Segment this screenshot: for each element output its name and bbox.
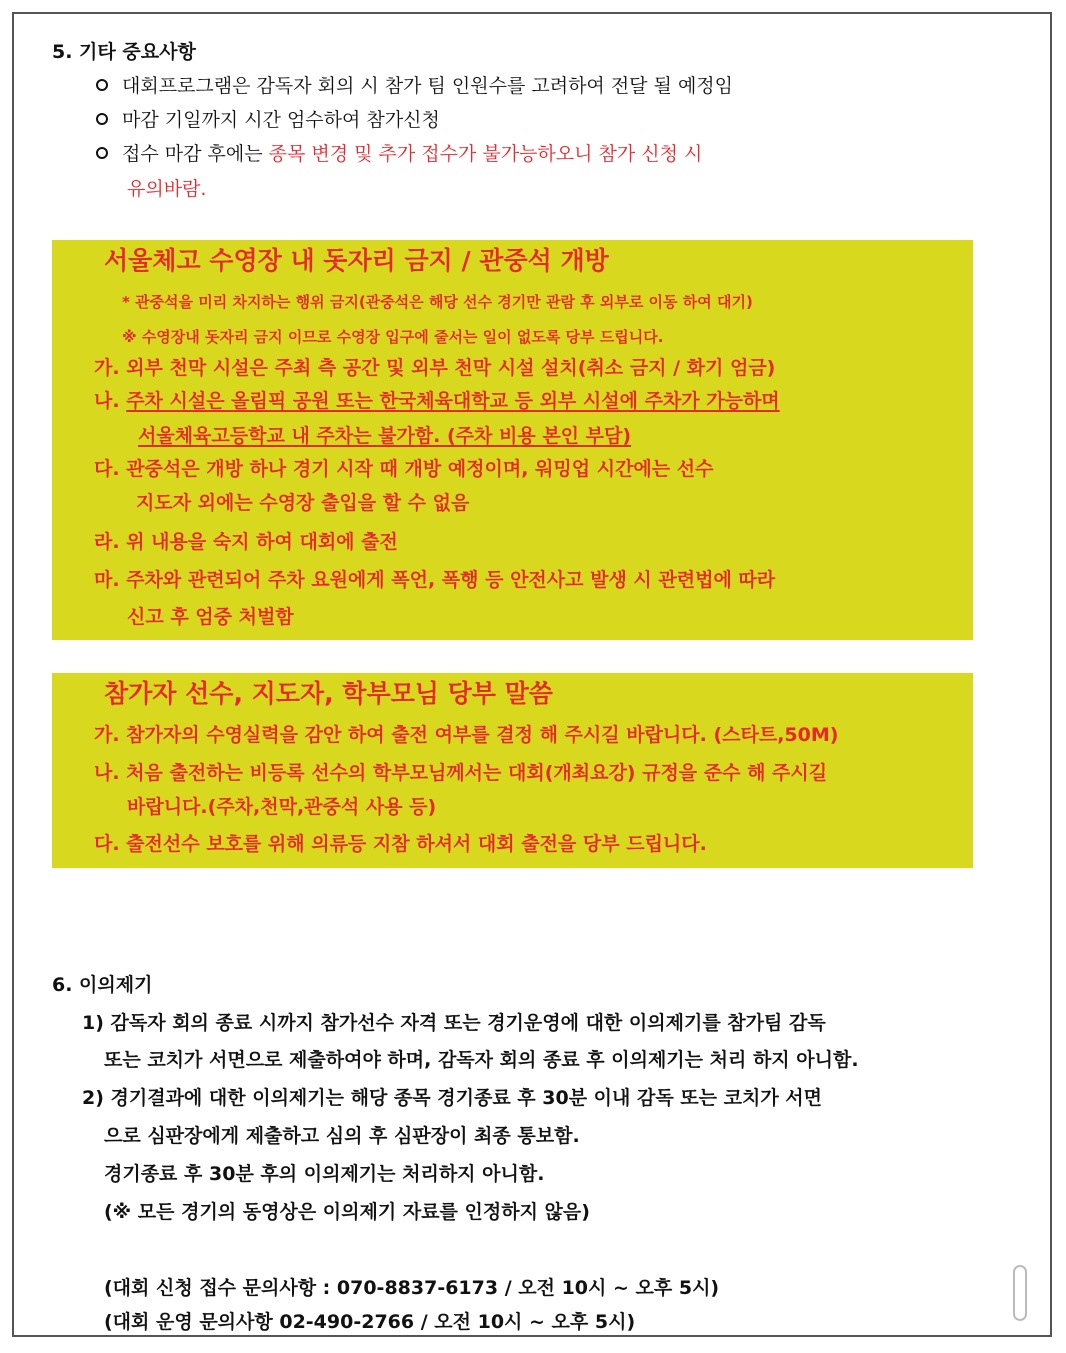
participants-item-ga: 가. 참가자의 수영실력을 감안 하여 출전 여부를 결정 해 주시길 바랍니다. (스타트,50M) xyxy=(94,724,839,746)
section5-bullet-2: 마감 기일까지 시간 엄수하여 참가신청 xyxy=(96,105,440,132)
venue-item-na-cont: 서울체육고등학교 내 주차는 불가함. (주차 비용 본인 부담) xyxy=(138,425,632,447)
venue-item-da: 다. 관중석은 개방 하나 경기 시작 때 개방 예정이며, 워밍업 시간에는 선수 xyxy=(94,458,714,480)
venue-note-2: ※ 수영장내 돗자리 금지 이므로 수영장 입구에 줄서는 일이 없도록 당부 드립니다. xyxy=(122,328,664,346)
venue-item-ga: 가. 외부 천막 시설은 주최 측 공간 및 외부 천막 시설 설치(취소 금지 / 화기 엄금) xyxy=(94,357,776,379)
notice-box-venue-heading: 서울체고 수영장 내 돗자리 금지 / 관중석 개방 xyxy=(104,246,609,275)
circle-bullet-icon xyxy=(96,147,108,159)
section6-title: 6. 이의제기 xyxy=(52,974,153,996)
section5-title: 5. 기타 중요사항 xyxy=(52,41,196,63)
contact-registration: (대회 신청 접수 문의사항 : 070-8837-6173 / 오전 10시 ~ 오후 5시) xyxy=(104,1277,720,1299)
objection-item-2-cont: 으로 심판장에게 제출하고 심의 후 심판장이 최종 통보함. xyxy=(104,1125,580,1147)
notice-box-participants-heading: 참가자 선수, 지도자, 학부모님 당부 말씀 xyxy=(104,679,553,708)
venue-item-da-cont: 지도자 외에는 수영장 출입을 할 수 없음 xyxy=(136,492,470,514)
venue-item-ma: 마. 주차와 관련되어 주차 요원에게 폭언, 폭행 등 안전사고 발생 시 관련법에 따라 xyxy=(94,569,776,591)
objection-item-2-note: 경기종료 후 30분 후의 이의제기는 처리하지 아니함. xyxy=(104,1163,545,1185)
venue-note-1: * 관중석을 미리 차지하는 행위 금지(관중석은 해당 선수 경기만 관람 후 외부로 이동 하여 대기) xyxy=(122,293,753,311)
venue-item-ma-cont: 신고 후 엄중 처벌함 xyxy=(127,606,294,628)
section5-bullet-1: 대회프로그램은 감독자 회의 시 참가 팀 인원수를 고려하여 전달 될 예정임 xyxy=(96,71,733,98)
venue-item-na: 나. 주차 시설은 올림픽 공원 또는 한국체육대학교 등 외부 시설에 주차가 가능하며 xyxy=(94,390,780,412)
participants-item-da: 다. 출전선수 보호를 위해 의류등 지참 하셔서 대회 출전을 당부 드립니다. xyxy=(94,833,707,855)
objection-item-2: 2) 경기결과에 대한 이의제기는 해당 종목 경기종료 후 30분 이내 감독 또는 코치가 서면 xyxy=(82,1087,823,1109)
objection-item-1-cont: 또는 코치가 서면으로 제출하여야 하며, 감독자 회의 종료 후 이의제기는 처리 하지 아니함. xyxy=(104,1049,859,1071)
circle-bullet-icon xyxy=(96,113,108,125)
participants-item-na: 나. 처음 출전하는 비등록 선수의 학부모님께서는 대회(개최요강) 규정을 준수 해 주시길 xyxy=(94,762,828,784)
paperclip-icon xyxy=(1013,1265,1027,1321)
objection-item-1: 1) 감독자 회의 종료 시까지 참가선수 자격 또는 경기운영에 대한 이의제기를 참가팀 감독 xyxy=(82,1012,826,1034)
section5-bullet-3: 접수 마감 후에는 종목 변경 및 추가 접수가 불가능하오니 참가 신청 시 xyxy=(96,139,702,166)
participants-item-na-cont: 바랍니다.(주차,천막,관중석 사용 등) xyxy=(127,796,437,818)
objection-item-2-remark: (※ 모든 경기의 동영상은 이의제기 자료를 인정하지 않음) xyxy=(104,1201,590,1223)
contact-operation: (대회 운영 문의사항 02-490-2766 / 오전 10시 ~ 오후 5시) xyxy=(104,1311,636,1333)
section5-bullet-3-cont: 유의바람. xyxy=(127,178,207,200)
venue-item-ra: 라. 위 내용을 숙지 하여 대회에 출전 xyxy=(94,531,398,553)
circle-bullet-icon xyxy=(96,79,108,91)
